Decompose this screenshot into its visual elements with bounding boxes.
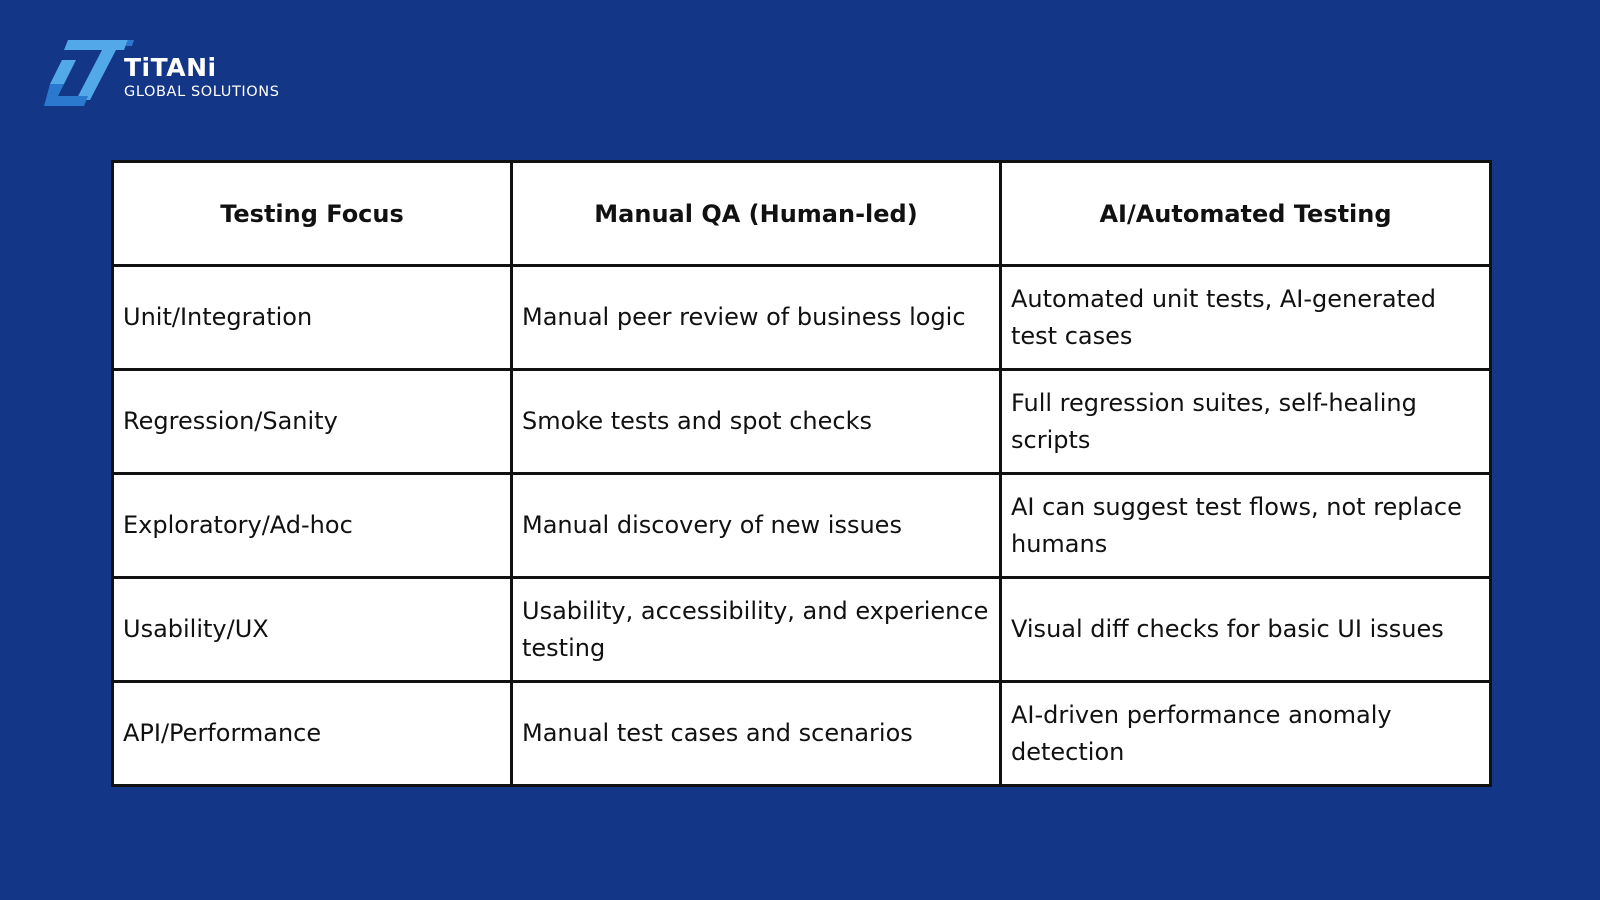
cell-ai-automated: Full regression suites, self-healing scripts: [1001, 370, 1491, 474]
comparison-table: [111, 160, 1492, 787]
cell-manual-qa: Manual peer review of business logic: [512, 266, 1001, 370]
cell-ai-automated: AI can suggest test flows, not replace humans: [1001, 474, 1491, 578]
cell-manual-qa: Usability, accessibility, and experience testing: [512, 578, 1001, 682]
header-ai-automated-testing: AI/Automated Testing: [1001, 162, 1491, 266]
cell-manual-qa: Manual test cases and scenarios: [512, 682, 1001, 786]
brand-logo: [44, 38, 280, 112]
table-row: [113, 578, 1491, 682]
cell-testing-focus: Regression/Sanity: [113, 370, 512, 474]
table-row: [113, 682, 1491, 786]
cell-ai-automated: Automated unit tests, AI-generated test cases: [1001, 266, 1491, 370]
cell-ai-automated: Visual diff checks for basic UI issues: [1001, 578, 1491, 682]
titani-logo-icon: [44, 38, 136, 112]
table-row: [113, 474, 1491, 578]
table-row: [113, 266, 1491, 370]
cell-manual-qa: Manual discovery of new issues: [512, 474, 1001, 578]
brand-tagline: GLOBAL SOLUTIONS: [124, 83, 280, 100]
brand-name: TiTANi: [124, 52, 217, 82]
table-row: [113, 370, 1491, 474]
cell-ai-automated: AI-driven performance anomaly detection: [1001, 682, 1491, 786]
header-manual-qa: Manual QA (Human-led): [512, 162, 1001, 266]
header-testing-focus: Testing Focus: [113, 162, 512, 266]
cell-manual-qa: Smoke tests and spot checks: [512, 370, 1001, 474]
cell-testing-focus: Unit/Integration: [113, 266, 512, 370]
cell-testing-focus: Usability/UX: [113, 578, 512, 682]
cell-testing-focus: API/Performance: [113, 682, 512, 786]
cell-testing-focus: Exploratory/Ad-hoc: [113, 474, 512, 578]
table-header-row: [113, 162, 1491, 266]
